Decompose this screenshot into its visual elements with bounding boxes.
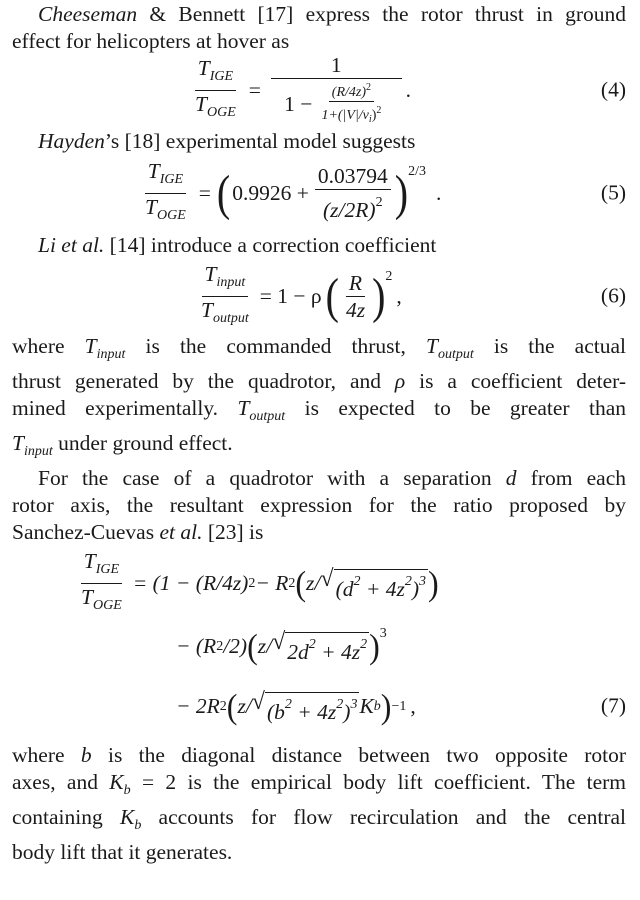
text-run: is the diagonal distance between two opposite rotor <box>91 743 626 767</box>
math-variable: T <box>237 396 250 420</box>
text-line <box>12 742 626 769</box>
rhs-fraction: 1 1 − $\frac{(R/4z)^2}{1+(|V|/v_i)^2}$ <box>271 52 402 128</box>
ratio-fraction: $\frac{T_{input}}{T_{output}}$ <box>201 261 249 326</box>
text-run: from each <box>516 466 626 490</box>
math-symbol <box>119 805 142 833</box>
text-line <box>12 465 626 492</box>
math-subscript: input <box>96 347 126 362</box>
equation-number: (5) <box>600 180 626 205</box>
paper-page <box>12 1 626 866</box>
math-variable: d <box>505 466 517 490</box>
math-variable: T <box>84 334 97 358</box>
text-line <box>12 804 626 839</box>
math-symbol <box>395 369 405 393</box>
ratio-fraction: $\frac{T_{IGE}}{T_{OGE}}$ <box>81 548 122 613</box>
sqrt: √ $(b^2 + 4z^2)^3$ <box>251 688 358 724</box>
math-symbol <box>506 466 517 490</box>
text-run: [14] introduce a correction coefficient <box>104 233 437 257</box>
text-line <box>12 519 626 546</box>
math-subscript: b <box>123 783 131 798</box>
math-symbol <box>84 334 126 362</box>
text-run: is the commanded thrust, <box>125 334 426 358</box>
text-line <box>12 28 626 55</box>
text-run: ’s [18] experimental model suggests <box>104 129 416 153</box>
math-variable: K <box>119 805 135 829</box>
sqrt: √ $(d^2 + 4z^2)^3$ <box>320 565 427 601</box>
text-run: where <box>12 334 85 358</box>
text-run: containing <box>12 805 120 829</box>
math-symbol <box>109 770 131 798</box>
text-run: is the actual <box>473 334 626 358</box>
text-run: is expected to be greater than <box>285 396 626 420</box>
nested-fraction: $\frac{(R/4z)^2}{1+(|V|/v_i)^2}$ <box>318 79 384 128</box>
emphasis: et al. <box>159 520 203 544</box>
text-run: body lift that it generates. <box>12 840 233 864</box>
equation-7 <box>12 550 626 740</box>
text-line <box>12 839 626 866</box>
equation-number: (7) <box>600 693 626 718</box>
equation-number: (4) <box>600 77 626 102</box>
text-line <box>12 769 626 804</box>
text-run: & Bennett [17] express the rotor thrust in ground <box>137 2 626 26</box>
equation-number: (6) <box>600 283 626 308</box>
paragraph-sanchez <box>12 465 626 546</box>
radius-fraction: $\frac{R}{4z}$ <box>345 270 366 322</box>
math-variable: T <box>425 334 438 358</box>
text-line <box>12 333 626 368</box>
math-variable: b <box>80 743 92 767</box>
ratio-fraction: $\frac{T_{IGE}}{T_{OGE}}$ <box>145 158 186 223</box>
text-line <box>12 1 626 28</box>
math-symbol <box>12 431 53 459</box>
equation-7-line-1: $\frac{T_{IGE}}{T_{OGE}}$ = (1 − (R/4z) 2 − R 2 ( z/ √ $(d^2 + 4z^2)^3$ ) <box>74 550 626 616</box>
text-run: is a coefficient deter- <box>405 369 627 393</box>
paragraph-body-lift <box>12 742 626 866</box>
text-run: under ground effect. <box>52 431 233 455</box>
text-run: rotor axis, the resultant expression for the ratio proposed by <box>12 493 626 517</box>
math-symbol <box>81 743 92 767</box>
ratio-fraction: $\frac{T_{IGE}}{T_{OGE}}$ <box>195 55 236 120</box>
equation-5: $\frac{T_{IGE}}{T_{OGE}}$ = ( 0.9926 + $\frac{0.03794}{(z/2R)^2}$ ) 2/3 . (5) <box>12 157 626 229</box>
paragraph-definitions <box>12 333 626 465</box>
math-subscript: b <box>134 818 142 833</box>
math-subscript: input <box>23 444 53 459</box>
math-symbol <box>425 334 474 362</box>
text-run: thrust generated by the quadrotor, and <box>12 369 395 393</box>
paragraph-hayden <box>12 128 626 155</box>
math-subscript: output <box>437 347 474 362</box>
math-subscript: output <box>249 409 286 424</box>
text-run: accounts for flow recirculation and the central <box>141 805 626 829</box>
math-variable: T <box>12 431 24 455</box>
sqrt: √ $2d^2 + 4z^2$ <box>272 628 368 664</box>
text-run: effect for helicopters at hover as <box>12 29 290 53</box>
text-run: where <box>12 743 81 767</box>
text-run: mined experimentally. <box>12 396 238 420</box>
correction-fraction: $\frac{0.03794}{(z/2R)^2}$ <box>315 163 391 223</box>
text-line <box>12 430 626 465</box>
paragraph-li <box>12 232 626 259</box>
math-variable: K <box>109 770 124 794</box>
text-run: Sanchez-Cuevas <box>12 520 160 544</box>
author-name: Li et al. <box>38 233 105 257</box>
text-line <box>12 395 626 430</box>
equation-6: $\frac{T_{input}}{T_{output}}$ = 1 − ρ ( $\frac{R}{4z}$ ) 2 , (6) <box>12 261 626 331</box>
math-symbol <box>237 396 286 424</box>
text-line <box>12 368 626 395</box>
text-run: axes, and <box>12 770 110 794</box>
text-run: = 2 is the empirical body lift coefficient. The term <box>130 770 626 794</box>
author-name: Cheeseman <box>38 2 138 26</box>
equation-7-line-3: − 2R 2 ( z/ √ $(b^2 + 4z^2)^3$ K b ) −1 , (7) <box>176 686 626 726</box>
paragraph-cheeseman <box>12 1 626 55</box>
text-line <box>12 492 626 519</box>
text-run: For the case of a quadrotor with a separation <box>38 466 506 490</box>
author-name: Hayden <box>38 129 105 153</box>
equation-4: $\frac{T_{IGE}}{T_{OGE}}$ = 1 1 − $\frac{(R/4z)^2}{1+(|V|/v_i)^2}$ . (4) <box>12 57 626 123</box>
math-variable: ρ <box>394 369 406 393</box>
equation-7-line-2: − (R 2 /2) ( z/ √ $2d^2 + 4z^2$ ) 3 <box>176 626 387 666</box>
text-run: [23] is <box>202 520 264 544</box>
